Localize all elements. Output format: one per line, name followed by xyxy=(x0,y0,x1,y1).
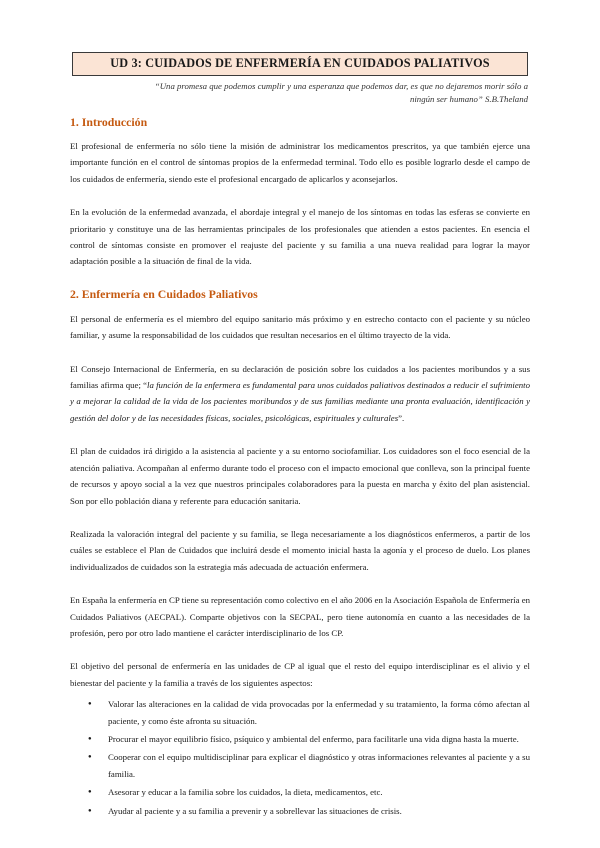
list-item: ● Ayudar al paciente y a su familia a prevenir y a sobrellevar las situaciones de crisis. xyxy=(108,803,530,819)
list-item: ● Procurar el mayor equilibrio físico, psíquico y ambiental del enfermo, para facilitarle una vida digna hasta la muerte. xyxy=(108,731,530,747)
paragraph-text: ”. xyxy=(398,412,405,423)
list-item: ● Asesorar y educar a la familia sobre los cuidados, la dieta, medicamentos, etc. xyxy=(108,784,530,800)
objectives-list xyxy=(70,696,530,819)
cie-quote-text: la función de la enfermera es fundamental para unos cuidados paliativos destinados a reducir el sufrimiento y a mejorar la calidad de la vida de los pacientes moribundos y de sus familias mediante una pronta evaluación, identificación y gestión del dolor y de las necesidades físicas, sociales, psicológicas, espirituales y culturales xyxy=(70,380,530,423)
quote-line-2 xyxy=(70,93,528,106)
paragraph: En la evolución de la enfermedad avanzada, el abordaje integral y el manejo de los síntomas en todas las esferas se convierte en prioritario y constituye una de las herramientas principales de los profesionales que atienden a estos pacientes. En esencia el control de síntomas consiste en promover el reajuste del paciente y su familia a una nueva realidad para lograr la mayor adaptación posible a la situación de final de la vida. xyxy=(70,207,530,267)
paragraph-cie-quote xyxy=(70,361,530,427)
paragraph-text: El Consejo Internacional de Enfermería, en su declaración de posición sobre los cuidados a los pacientes moribundos y a sus familias afirma que; “ xyxy=(70,363,530,391)
quote-author: S.B.Theland xyxy=(482,94,528,104)
section-heading-introduccion: 1. Introducción xyxy=(70,115,148,129)
paragraph: El objetivo del personal de enfermería en las unidades de CP al igual que el resto del equipo interdisciplinar es el alivio y el bienestar del paciente y la familia a través de los siguientes aspectos: xyxy=(70,661,530,688)
list-item: ● Valorar las alteraciones en la calidad de vida provocadas por la enfermedad y su tratamiento, la forma cómo afectan al paciente, y como éste afronta su situación. xyxy=(108,696,530,729)
quote-line-1: “Una promesa que podemos cumplir y una esperanza que podemos dar, es que no dejaremos morir sólo a xyxy=(154,81,528,91)
list-item: ● Cooperar con el equipo multidisciplinar para explicar el diagnóstico y otras informaciones relevantes al paciente y a su familia. xyxy=(108,749,530,782)
paragraph: El personal de enfermería es el miembro del equipo sanitario más próximo y en estrecho contacto con el paciente y su núcleo familiar, y asume la responsabilidad de los cuidados que resultan necesarios en el último trayecto de la vida. xyxy=(70,313,530,341)
section-heading-enfermeria-cp: 2. Enfermería en Cuidados Paliativos xyxy=(70,286,258,301)
epigraph-quote xyxy=(70,80,528,106)
paragraph: Realizada la valoración integral del paciente y su familia, se llega necesariamente a los diagnósticos enfermeros, a partir de los cuáles se establece el Plan de Cuidados que incluirá desde el momento inicial hasta la agonía y el proceso de duelo. Los planes individualizados de cuidados son la estrategia más adecuada de actuación enfermera. xyxy=(70,528,530,572)
paragraph: En España la enfermería en CP tiene su representación como colectivo en el año 2006 en la Asociación Española de Enfermería en Cuidados Paliativos (AECPAL). Comparte objetivos con la SECPAL, pero tiene autonomía en cuanto a las necesidades de la profesión, pero por otro lado mantiene el carácter interdisciplinario de los CP. xyxy=(70,595,530,638)
paragraph: El plan de cuidados irá dirigido a la asistencia al paciente y a su entorno sociofamiliar. Los cuidadores son el foco esencial de la atención paliativa. Acompañan al enfermo durante todo el proceso con el impacto emocional que conlleva, son la principal fuente de recursos y apoyo social a la vez que nuestros principales colaboradores para la puesta en marcha y éxito del plan asistencial. Son por ello población diana y referente para educación sanitaria. xyxy=(70,446,530,506)
quote-text-end: ningún ser humano” xyxy=(409,94,483,104)
paragraph: El profesional de enfermería no sólo tiene la misión de administrar los medicamentos prescritos, ya que también ejerce una importante función en el control de síntomas propios de la enfermedad terminal. Todo ello es posible lograrlo desde el campo de los cuidados de enfermería, siendo este el profesional encargado de aplicarlos y aconsejarlos. xyxy=(70,141,530,184)
document-title: UD 3: CUIDADOS DE ENFERMERÍA EN CUIDADOS PALIATIVOS xyxy=(72,52,528,76)
